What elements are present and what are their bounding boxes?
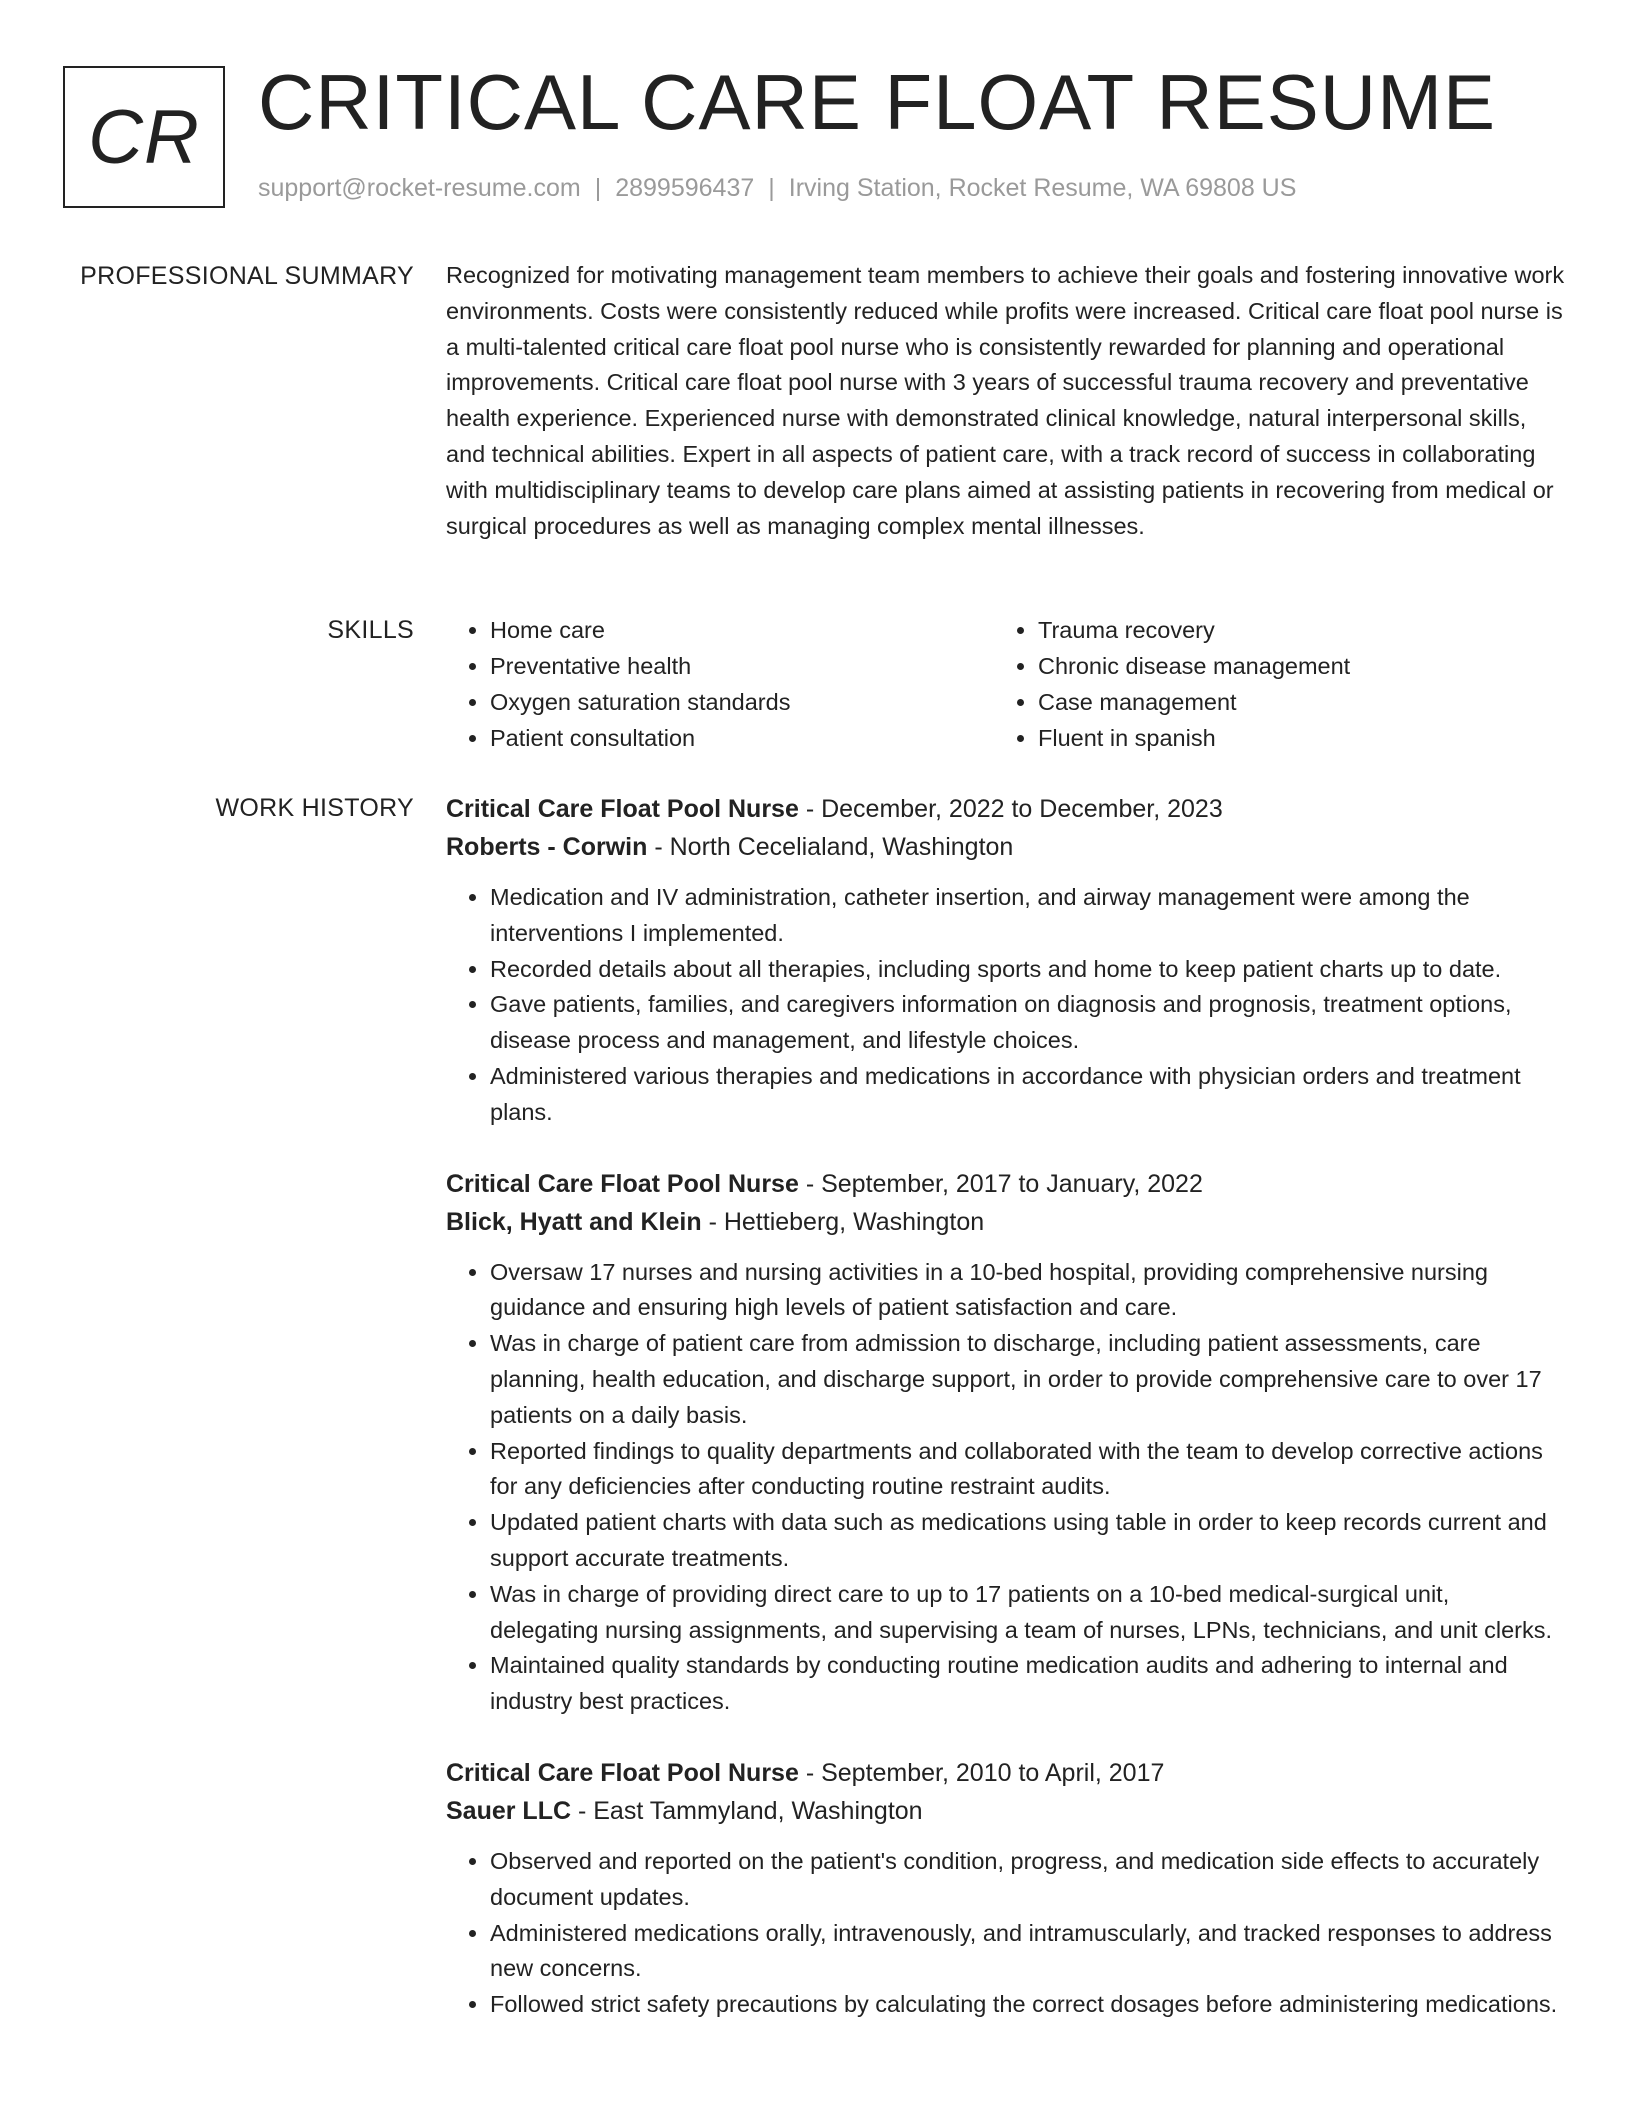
job-location: - Hettieberg, Washington bbox=[701, 1207, 985, 1236]
skill-item: • Chronic disease management bbox=[1038, 648, 1542, 684]
resume-title: CRITICAL CARE FLOAT RESUME bbox=[258, 58, 1497, 146]
job-entry bbox=[446, 1165, 1566, 1720]
job-entry bbox=[446, 790, 1566, 1131]
contact-address: Irving Station, Rocket Resume, WA 69808 US bbox=[788, 174, 1297, 202]
job-bullet: • Followed strict safety precautions by calculating the correct dosages before administering medications. bbox=[490, 1987, 1566, 2023]
section-heading-summary: PROFESSIONAL SUMMARY bbox=[80, 262, 414, 290]
job-title: Critical Care Float Pool Nurse bbox=[446, 795, 799, 823]
job-bullet: • Maintained quality standards by conducting routine medication audits and adhering to internal and industry best practices. bbox=[490, 1648, 1566, 1720]
skill-item: • Oxygen saturation standards bbox=[490, 684, 994, 720]
skills-column-right bbox=[994, 612, 1542, 756]
skills-grid bbox=[446, 612, 1566, 756]
job-company: Blick, Hyatt and Klein bbox=[446, 1207, 702, 1236]
job-title: Critical Care Float Pool Nurse bbox=[446, 1758, 799, 1787]
job-dates: - September, 2010 to April, 2017 bbox=[798, 1758, 1165, 1787]
job-company-line bbox=[446, 1203, 1566, 1241]
job-company: Sauer LLC bbox=[446, 1796, 572, 1825]
job-bullets bbox=[446, 1844, 1566, 2023]
summary-text: Recognized for motivating management team members to achieve their goals and fostering innovative work environments. Costs were consistently reduced while profits were increased. Critical care float pool nurse is a multi-talented critical care float pool nurse who is consistently rewarded for planning and operational improvements. Critical care float pool nurse with 3 years of successful trauma recovery and preventative health experience. Experienced nurse with demonstrated clinical knowledge, natural interpersonal skills, and technical abilities. Expert in all aspects of patient care, with a track record of success in collaborating with multidisciplinary teams to develop care plans aimed at assisting patients in recovering from medical or surgical procedures as well as managing complex mental illnesses. bbox=[446, 262, 1565, 539]
skill-item: • Preventative health bbox=[490, 648, 994, 684]
monogram-badge bbox=[63, 66, 225, 208]
job-bullets bbox=[446, 1255, 1566, 1720]
contact-separator: | bbox=[594, 174, 602, 202]
job-entry bbox=[446, 1754, 1566, 2023]
contact-line bbox=[258, 174, 1296, 203]
job-title: Critical Care Float Pool Nurse bbox=[446, 1169, 799, 1198]
section-heading-skills: SKILLS bbox=[327, 616, 414, 644]
job-bullet: • Updated patient charts with data such as medications using table in order to keep records current and support accurate treatments. bbox=[490, 1505, 1566, 1577]
contact-email[interactable]: support@rocket-resume.com bbox=[258, 174, 581, 202]
job-company-line bbox=[446, 828, 1566, 866]
job-location: - East Tammyland, Washington bbox=[571, 1796, 923, 1825]
job-dates: - December, 2022 to December, 2023 bbox=[798, 795, 1223, 823]
work-history-body bbox=[446, 790, 1566, 2057]
job-bullet: • Administered various therapies and medications in accordance with physician orders and treatment plans. bbox=[490, 1059, 1566, 1131]
job-bullet: • Gave patients, families, and caregivers information on diagnosis and prognosis, treatment options, disease process and management, and lifestyle choices. bbox=[490, 987, 1566, 1059]
section-heading-work: WORK HISTORY bbox=[215, 794, 414, 822]
job-bullet: • Medication and IV administration, catheter insertion, and airway management were among the interventions I implemented. bbox=[490, 880, 1566, 952]
contact-separator: | bbox=[768, 174, 775, 202]
job-dates: - September, 2017 to January, 2022 bbox=[798, 1169, 1203, 1198]
job-bullet: • Administered medications orally, intravenously, and intramuscularly, and tracked responses to address new concerns. bbox=[490, 1916, 1566, 1988]
job-title-line bbox=[446, 1165, 1566, 1203]
job-title-line bbox=[446, 790, 1566, 828]
monogram-text: CR bbox=[88, 94, 200, 180]
skill-item: • Home care bbox=[490, 612, 994, 648]
job-bullet: • Recorded details about all therapies, including sports and home to keep patient charts up to date. bbox=[490, 952, 1566, 988]
job-bullet: • Reported findings to quality departments and collaborated with the team to develop corrective actions for any deficiencies after conducting routine restraint audits. bbox=[490, 1434, 1566, 1506]
contact-phone[interactable]: 2899596437 bbox=[615, 174, 755, 202]
job-company-line bbox=[446, 1792, 1566, 1830]
skills-column-left bbox=[446, 612, 994, 756]
job-bullet: • Was in charge of patient care from admission to discharge, including patient assessments, care planning, health education, and discharge support, in order to provide comprehensive care to over 17 patients on a daily basis. bbox=[490, 1326, 1566, 1433]
skill-item: • Patient consultation bbox=[490, 720, 994, 756]
job-bullet: • Observed and reported on the patient's condition, progress, and medication side effects to accurately document updates. bbox=[490, 1844, 1566, 1916]
job-company: Roberts - Corwin bbox=[446, 833, 648, 861]
job-location: - North Cecelialand, Washington bbox=[647, 833, 1014, 861]
skill-item: • Trauma recovery bbox=[1038, 612, 1542, 648]
skill-item: • Fluent in spanish bbox=[1038, 720, 1542, 756]
job-bullet: • Oversaw 17 nurses and nursing activities in a 10-bed hospital, providing comprehensive nursing guidance and ensuring high levels of patient satisfaction and care. bbox=[490, 1255, 1566, 1327]
skill-item: • Case management bbox=[1038, 684, 1542, 720]
skills-body bbox=[446, 612, 1566, 756]
job-bullets bbox=[446, 880, 1566, 1131]
job-title-line bbox=[446, 1754, 1566, 1792]
job-bullet: • Was in charge of providing direct care to up to 17 patients on a 10-bed medical-surgical unit, delegating nursing assignments, and supervising a team of nurses, LPNs, technicians, and unit clerks. bbox=[490, 1577, 1566, 1649]
